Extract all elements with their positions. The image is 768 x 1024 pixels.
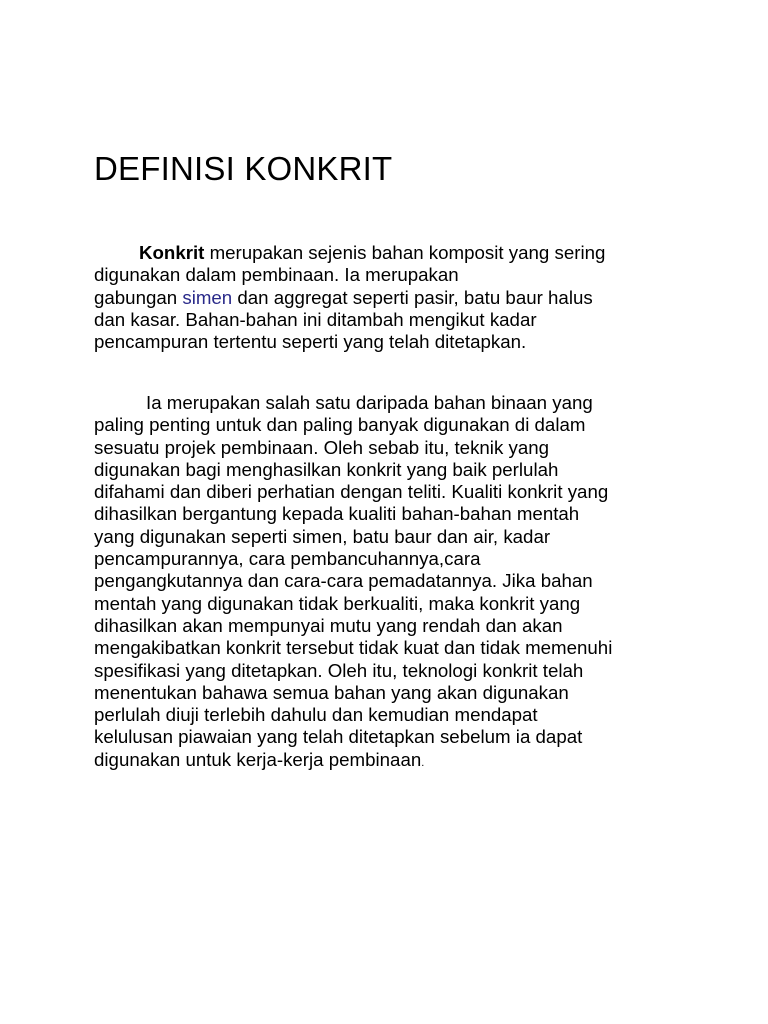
final-period: . (421, 756, 425, 769)
paragraph-line: dihasilkan bergantung kepada kualiti bahan-bahan mentah (94, 503, 580, 525)
bold-term: Konkrit (139, 242, 205, 263)
paragraph-line: perlulah diuji terlebih dahulu dan kemudian mendapat (94, 704, 538, 726)
paragraph-line: mentah yang digunakan tidak berkualiti, maka konkrit yang (94, 592, 581, 614)
paragraph-line: digunakan dalam pembinaan. Ia merupakan (94, 264, 459, 286)
simen-link[interactable]: simen (182, 286, 233, 308)
paragraph-line: spesifikasi yang ditetapkan. Oleh itu, teknologi konkrit telah (94, 659, 584, 681)
paragraph-line: menentukan bahawa semua bahan yang akan digunakan (94, 681, 569, 703)
paragraph-line: digunakan bagi menghasilkan konkrit yang baik perlulah (94, 458, 559, 480)
paragraph-line: pengangkutannya dan cara-cara pemadatannya. Jika bahan (94, 570, 593, 592)
paragraph-line: difahami dan diberi perhatian dengan teliti. Kualiti konkrit yang (94, 481, 609, 503)
paragraph-line (94, 242, 605, 264)
line-text: dan aggregat seperti pasir, batu baur halus (232, 286, 593, 308)
line-text: gabungan (94, 286, 183, 308)
paragraph-importance (94, 392, 612, 774)
line-text: merupakan sejenis bahan komposit yang sering (204, 242, 606, 263)
page-title: DEFINISI KONKRIT (94, 150, 393, 187)
paragraph-line: sesuatu projek pembinaan. Oleh sebab itu, teknik yang (94, 436, 550, 458)
paragraph-line (94, 287, 605, 309)
paragraph-line: mengakibatkan konkrit tersebut tidak kuat dan tidak memenuhi (94, 637, 613, 659)
paragraph-line: pencampuran tertentu seperti yang telah ditetapkan. (94, 331, 527, 353)
paragraph-line (94, 749, 612, 774)
paragraph-line: dan kasar. Bahan-bahan ini ditambah mengikut kadar (94, 308, 537, 330)
line-text: digunakan untuk kerja-kerja pembinaan (94, 748, 422, 770)
paragraph-line: pencampurannya, cara pembancuhannya,cara (94, 548, 481, 570)
paragraph-line: yang digunakan seperti simen, batu baur dan air, kadar (94, 525, 551, 547)
paragraph-line: kelulusan piawaian yang telah ditetapkan sebelum ia dapat (94, 726, 583, 748)
paragraph-definition (94, 242, 605, 353)
paragraph-line: dihasilkan akan mempunyai mutu yang rendah dan akan (94, 614, 563, 636)
paragraph-line: Ia merupakan salah satu daripada bahan binaan yang (146, 392, 593, 413)
paragraph-line: paling penting untuk dan paling banyak digunakan di dalam (94, 414, 586, 436)
